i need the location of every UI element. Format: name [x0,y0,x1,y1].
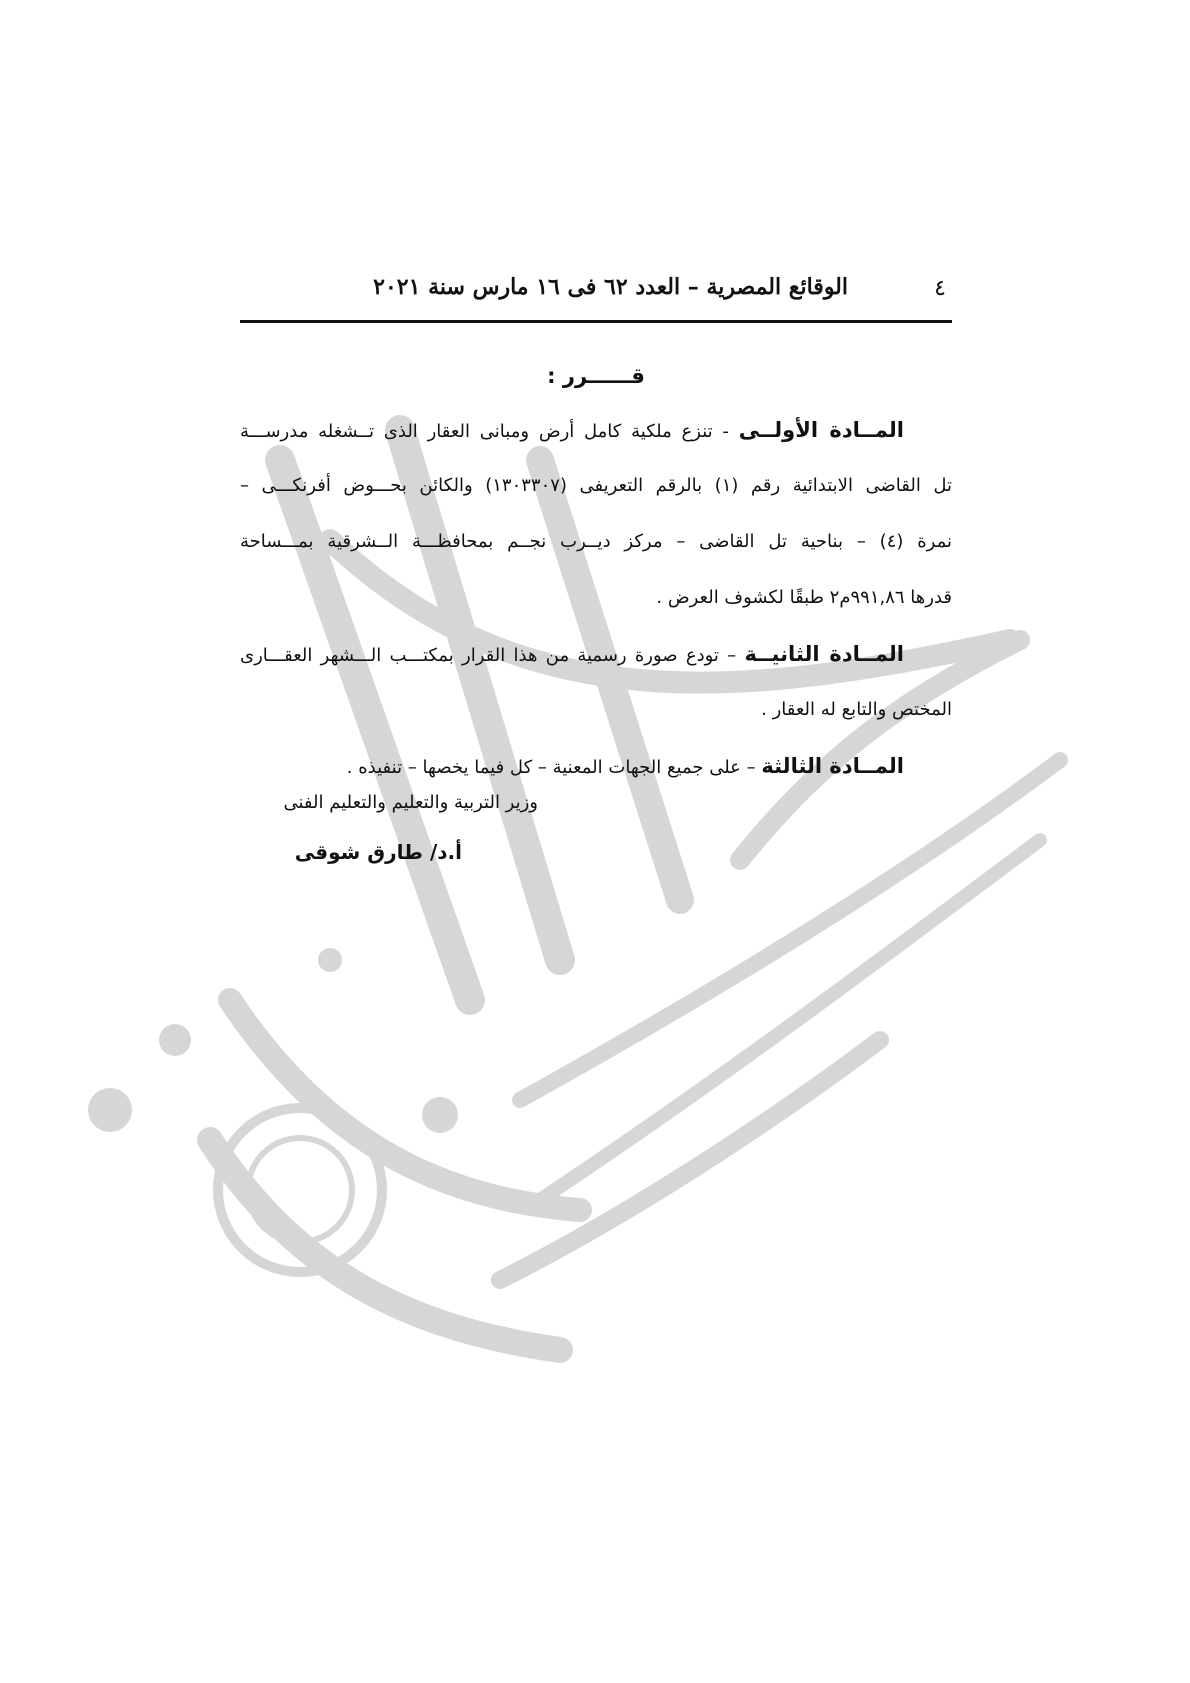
watermark-stroke-10 [500,1040,880,1280]
article-3-text: – على جميع الجهات المعنية – كل فيما يخصها – تنفيذه . [346,757,756,778]
watermark-stroke-1 [210,1140,560,1350]
article-1-line-3: نمرة (٤) – بناحية تل القاضى – مركز ديــرب نجــم بمحافظـــة الــشرقية بمـــساحة [240,531,952,552]
decision-heading: قــــــرر : [547,364,645,388]
article-1-line-2: تل القاضى الابتدائية رقم (١) بالرقم التعريفى (١٣٠٣٣٠٧) والكائن بحـــوض أفرنكـــى – [240,475,952,496]
watermark-dot-4 [318,948,342,972]
decision-body [240,410,952,802]
gazette-title: الوقائع المصرية – العدد ٦٢ فى ١٦ مارس سنة ٢٠٢١ [373,274,848,300]
article-1-text-1: - تنزع ملكية كامل أرض ومبانى العقار الذى تــشغله مدرســـة [240,421,729,442]
watermark-seal-inner [248,1138,352,1242]
watermark-dot-1 [88,1088,132,1132]
header-rule [240,320,952,323]
watermark-seal-outer [218,1108,382,1272]
article-1-label: المــادة الأولــى [738,418,904,442]
article-1-line-4: قدرها ٩٩١,٨٦م٢ طبقًا لكشوف العرض . [656,587,952,608]
watermark-dot-2 [159,1024,191,1056]
article-2-line-2: المختص والتابع له العقار . [761,699,952,720]
minister-name: أ.د/ طارق شوقى [294,840,462,864]
article-1-line-1 [240,410,952,466]
article-2-line-1 [240,634,952,690]
watermark-stroke-2 [230,1000,580,1210]
article-3-label: المــادة الثالثة [761,754,904,778]
watermark-dot-3 [422,1097,458,1133]
watermark-stroke-9 [540,840,1040,1200]
page-number: ٤ [934,276,946,301]
article-2-label: المــادة الثانيــة [744,642,904,666]
article-2-text-1: – تودع صورة رسمية من هذا القرار بمكتـــب الـــشهر العقـــارى [240,645,737,666]
page-header [240,268,952,318]
minister-title: وزير التربية والتعليم والتعليم الفنى [283,792,538,813]
watermark-stroke-8 [520,760,1060,1100]
